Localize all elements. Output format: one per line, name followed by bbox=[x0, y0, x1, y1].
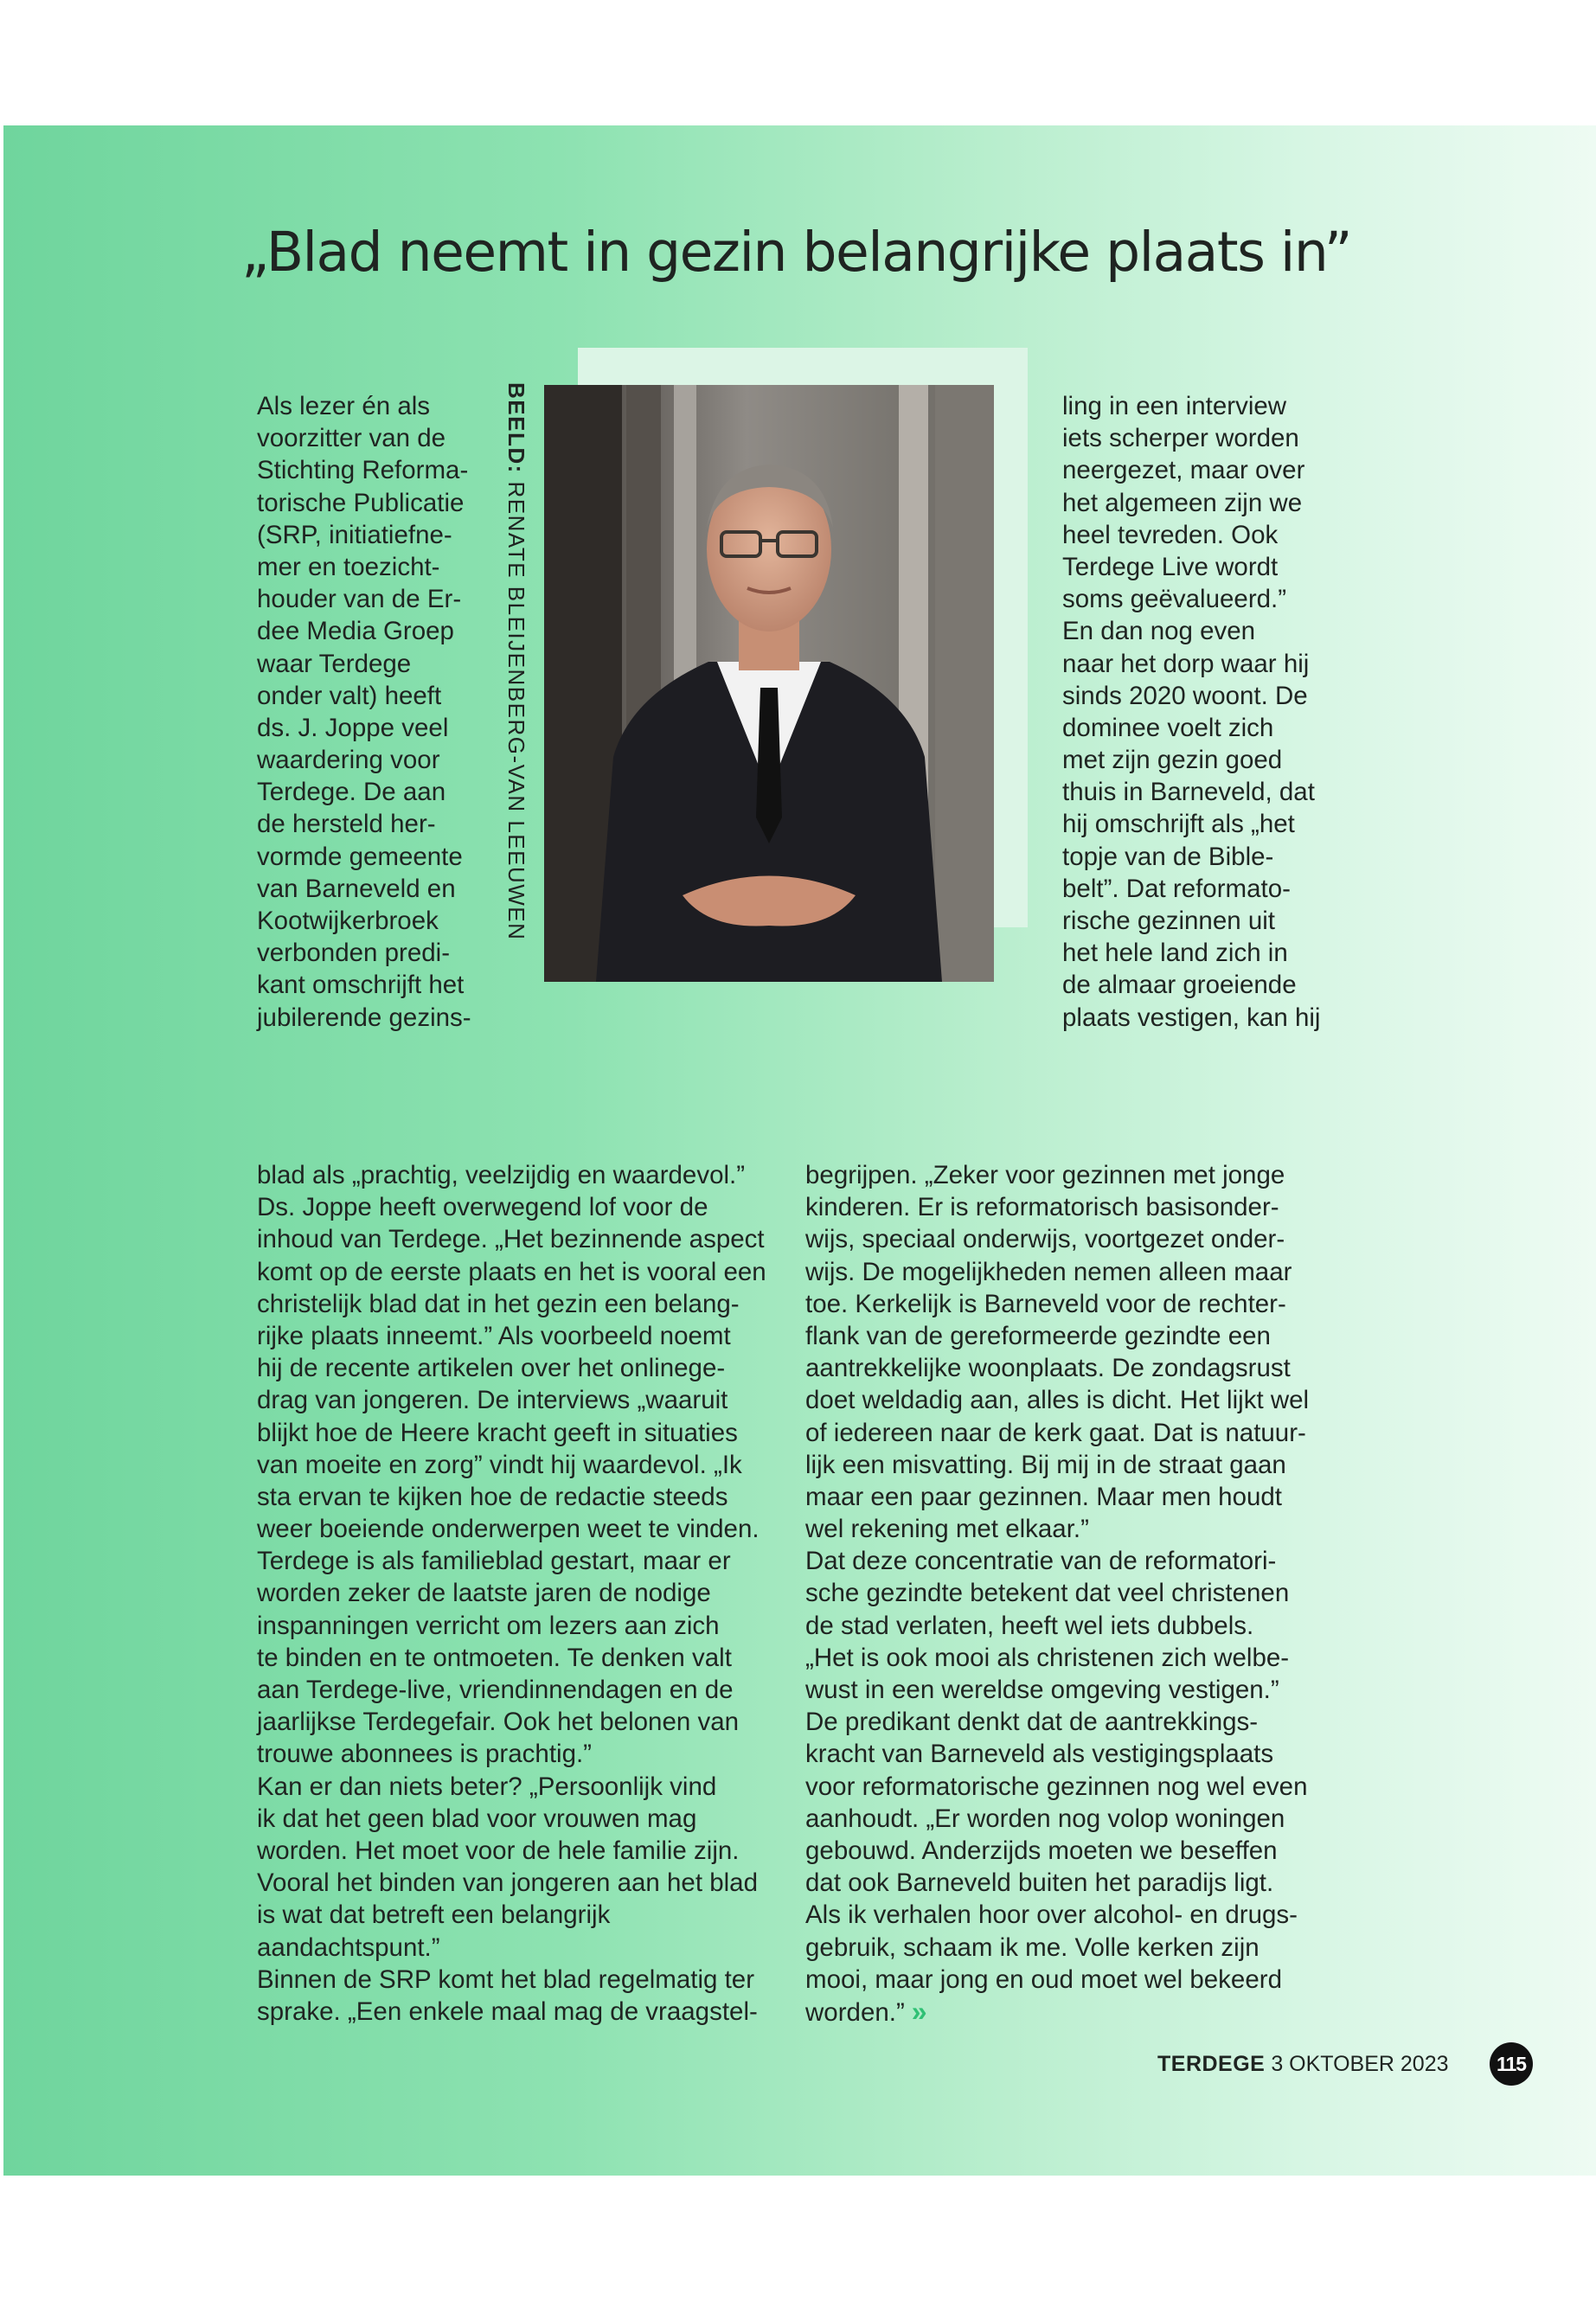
text-line: wel rekening met elkaar.” bbox=[805, 1515, 1089, 1544]
text-line: ling in een interview bbox=[1062, 392, 1287, 420]
text-line: vormde gemeente bbox=[257, 842, 463, 871]
text-line: Kootwijkerbroek bbox=[257, 907, 439, 935]
text-line: toe. Kerkelijk is Barneveld voor de rechter- bbox=[805, 1289, 1286, 1318]
text-line: En dan nog even bbox=[1062, 617, 1256, 646]
text-line: neergezet, maar over bbox=[1062, 456, 1305, 485]
text-line: aantrekkelijke woonplaats. De zondagsrust bbox=[805, 1354, 1291, 1383]
text-line: Kan er dan niets beter? „Persoonlijk vind bbox=[257, 1772, 717, 1801]
text-line: gebruik, schaam ik me. Volle kerken zijn bbox=[805, 1932, 1259, 1962]
photo-credit bbox=[503, 382, 529, 940]
text-line: christelijk blad dat in het gezin een belang- bbox=[257, 1289, 740, 1318]
text-line: waar Terdege bbox=[257, 649, 412, 678]
text-line: Vooral het binden van jongeren aan het blad bbox=[257, 1868, 758, 1898]
text-line: wust in een wereldse omgeving vestigen.” bbox=[805, 1676, 1279, 1704]
text-line: „Het is ook mooi als christenen zich welbe- bbox=[805, 1643, 1290, 1672]
column-2-top bbox=[1062, 390, 1320, 1034]
text-line: het hele land zich in bbox=[1062, 939, 1288, 968]
text-line: thuis in Barneveld, dat bbox=[1062, 778, 1315, 807]
text-line: is wat dat betreft een belangrijk bbox=[257, 1900, 611, 1930]
text-line: sprake. „Een enkele maal mag de vraagstel- bbox=[257, 1997, 758, 2026]
text-line: blad als „prachtig, veelzijdig en waardevol.” bbox=[257, 1161, 746, 1189]
text-line: Dat deze concentratie van de reformatori- bbox=[805, 1547, 1277, 1576]
text-line: jaarlijkse Terdegefair. Ook het belonen van bbox=[257, 1708, 740, 1737]
text-line: Terdege Live wordt bbox=[1062, 552, 1279, 581]
text-line: weer boeiende onderwerpen weet te vinden. bbox=[257, 1515, 760, 1544]
text-line: ik dat het geen blad voor vrouwen mag bbox=[257, 1804, 697, 1833]
text-line: ds. J. Joppe veel bbox=[257, 713, 449, 742]
page-footer bbox=[1157, 2052, 1449, 2077]
text-line: aandachtspunt.” bbox=[257, 1932, 440, 1962]
text-line: Terdege is als familieblad gestart, maar er bbox=[257, 1547, 731, 1576]
text-line: Stichting Reforma- bbox=[257, 456, 469, 485]
text-line: inspanningen verricht om lezers aan zich bbox=[257, 1611, 720, 1640]
text-line: heel tevreden. Ook bbox=[1062, 520, 1279, 549]
text-line: doet weldadig aan, alles is dicht. Het lijkt wel bbox=[805, 1386, 1310, 1415]
text-line: soms geëvalueerd.” bbox=[1062, 585, 1287, 614]
text-line: dominee voelt zich bbox=[1062, 713, 1274, 742]
text-line: dat ook Barneveld buiten het paradijs ligt. bbox=[805, 1868, 1274, 1898]
text-line: kracht van Barneveld als vestigingsplaats bbox=[805, 1740, 1274, 1769]
text-line: de stad verlaten, heeft wel iets dubbels. bbox=[805, 1611, 1254, 1640]
text-line: jubilerende gezins- bbox=[257, 1003, 471, 1032]
portrait-photo bbox=[544, 385, 994, 982]
text-line: mooi, maar jong en oud moet wel bekeerd bbox=[805, 1965, 1282, 1994]
text-line: aan Terdege-live, vriendinnendagen en de bbox=[257, 1676, 734, 1704]
text-line: met zijn gezin goed bbox=[1062, 746, 1283, 775]
text-line: naar het dorp waar hij bbox=[1062, 649, 1310, 678]
column-2-bottom-lines bbox=[805, 1159, 1309, 1996]
text-line: van Barneveld en bbox=[257, 874, 456, 903]
text-line: rische gezinnen uit bbox=[1062, 907, 1275, 935]
text-line: of iedereen naar de kerk gaat. Dat is natuur- bbox=[805, 1418, 1306, 1447]
text-line: gebouwd. Anderzijds moeten we beseffen bbox=[805, 1836, 1278, 1865]
text-line: inhoud van Terdege. „Het bezinnende aspect bbox=[257, 1225, 765, 1254]
article-end-chevron-icon: » bbox=[911, 1995, 927, 2027]
text-line: te binden en te ontmoeten. Te denken valt bbox=[257, 1643, 732, 1672]
text-line: Terdege. De aan bbox=[257, 778, 446, 807]
photo-credit-label: BEELD: bbox=[503, 382, 529, 474]
photo-credit-name: RENATE BLEIJENBERG-VAN LEEUWEN bbox=[503, 481, 529, 941]
text-line: mer en toezicht- bbox=[257, 552, 440, 581]
text-line: De predikant denkt dat de aantrekkings- bbox=[805, 1708, 1259, 1737]
text-line: maar een paar gezinnen. Maar men houdt bbox=[805, 1482, 1283, 1511]
text-line: de hersteld her- bbox=[257, 810, 436, 839]
column-2-last-line bbox=[805, 1996, 1309, 2028]
text-line: onder valt) heeft bbox=[257, 681, 442, 710]
text-line: plaats vestigen, kan hij bbox=[1062, 1003, 1321, 1032]
page-number-badge: 115 bbox=[1490, 2042, 1533, 2086]
text-line: sta ervan te kijken hoe de redactie steeds bbox=[257, 1482, 728, 1511]
text-line: blijkt hoe de Heere kracht geeft in situaties bbox=[257, 1418, 738, 1447]
text-line: trouwe abonnees is prachtig.” bbox=[257, 1740, 593, 1769]
headline: „Blad neemt in gezin belangrijke plaats in” bbox=[240, 221, 1352, 284]
text-line: torische Publicatie bbox=[257, 488, 465, 517]
text-line: worden zeker de laatste jaren de nodige bbox=[257, 1579, 711, 1608]
text-line: drag van jongeren. De interviews „waaruit bbox=[257, 1386, 728, 1415]
text-line: worden. Het moet voor de hele familie zijn. bbox=[257, 1836, 740, 1865]
last-line-text: worden.” bbox=[805, 1997, 905, 2027]
text-line: dee Media Groep bbox=[257, 617, 454, 646]
issue-date: 3 OKTOBER 2023 bbox=[1271, 2052, 1449, 2076]
column-1-bottom bbox=[257, 1159, 766, 2028]
text-line: komt op de eerste plaats en het is vooral een bbox=[257, 1257, 766, 1286]
magazine-name: TERDEGE bbox=[1157, 2052, 1266, 2076]
text-line: de almaar groeiende bbox=[1062, 971, 1297, 1000]
text-line: voorzitter van de bbox=[257, 424, 446, 453]
text-line: het algemeen zijn we bbox=[1062, 488, 1303, 517]
text-line: kinderen. Er is reformatorisch basisonder- bbox=[805, 1193, 1279, 1222]
text-line: aanhoudt. „Er worden nog volop woningen bbox=[805, 1804, 1285, 1833]
text-line: sche gezindte betekent dat veel christenen bbox=[805, 1579, 1290, 1608]
text-line: lijk een misvatting. Bij mij in de straat gaan bbox=[805, 1450, 1286, 1479]
text-line: (SRP, initiatiefne- bbox=[257, 520, 452, 549]
text-line: rijke plaats inneemt.” Als voorbeeld noemt bbox=[257, 1321, 731, 1350]
text-line: topje van de Bible- bbox=[1062, 842, 1274, 871]
column-1-top bbox=[257, 390, 471, 1034]
text-line: verbonden predi- bbox=[257, 939, 451, 968]
text-line: voor reformatorische gezinnen nog wel even bbox=[805, 1772, 1308, 1801]
text-line: belt”. Dat reformato- bbox=[1062, 874, 1291, 903]
text-line: Als ik verhalen hoor over alcohol- en drugs- bbox=[805, 1900, 1298, 1930]
text-line: houder van de Er- bbox=[257, 585, 462, 614]
text-line: begrijpen. „Zeker voor gezinnen met jonge bbox=[805, 1161, 1285, 1189]
column-2-bottom bbox=[805, 1159, 1309, 2028]
text-line: Als lezer én als bbox=[257, 392, 431, 420]
text-line: wijs. De mogelijkheden nemen alleen maar bbox=[805, 1257, 1292, 1286]
text-line: waardering voor bbox=[257, 746, 440, 775]
text-line: flank van de gereformeerde gezindte een bbox=[805, 1321, 1271, 1350]
text-line: hij omschrijft als „het bbox=[1062, 810, 1295, 839]
text-line: hij de recente artikelen over het onlinege- bbox=[257, 1354, 726, 1383]
text-line: Ds. Joppe heeft overwegend lof voor de bbox=[257, 1193, 708, 1222]
text-line: iets scherper worden bbox=[1062, 424, 1299, 453]
text-line: wijs, speciaal onderwijs, voortgezet onder- bbox=[805, 1225, 1285, 1254]
text-line: Binnen de SRP komt het blad regelmatig ter bbox=[257, 1965, 755, 1994]
text-line: sinds 2020 woont. De bbox=[1062, 681, 1308, 710]
text-line: kant omschrijft het bbox=[257, 971, 465, 1000]
text-line: van moeite en zorg” vindt hij waardevol. „Ik bbox=[257, 1450, 742, 1479]
